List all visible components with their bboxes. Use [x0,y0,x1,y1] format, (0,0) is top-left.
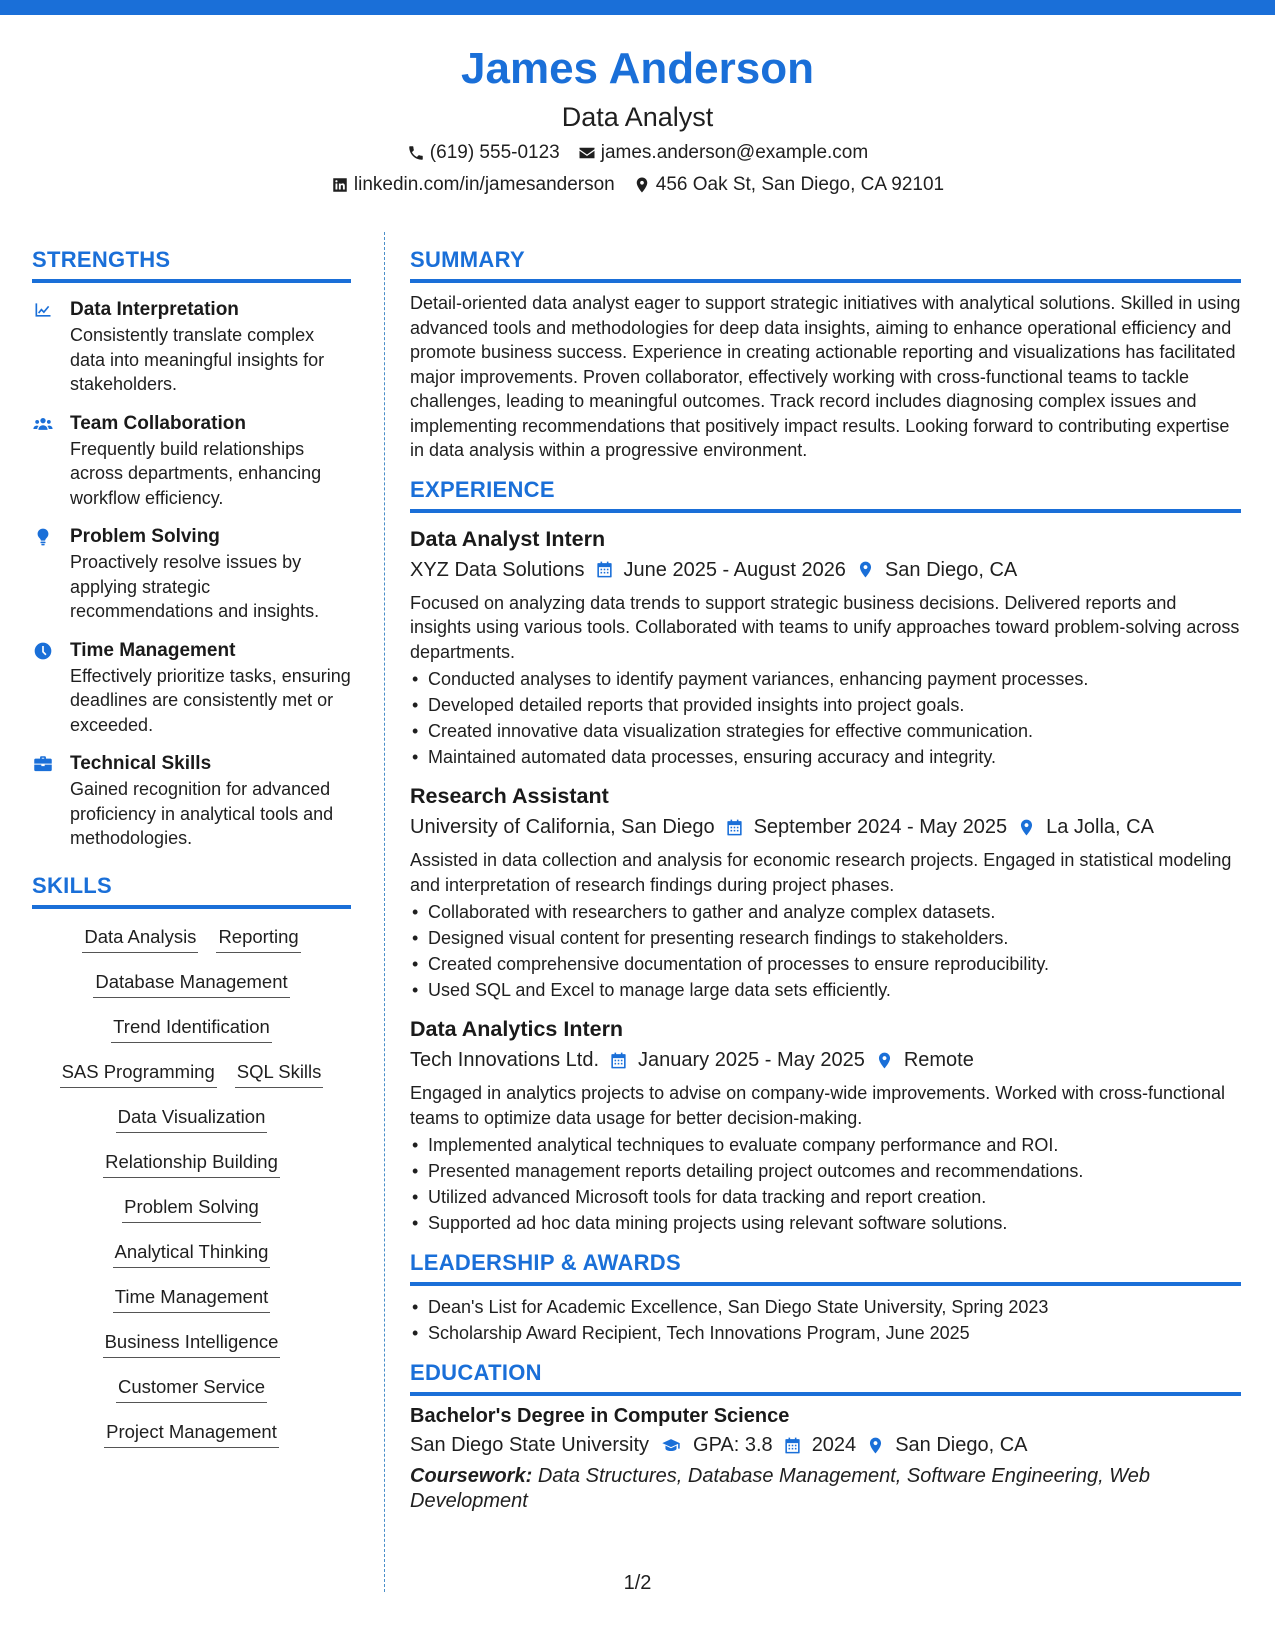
job-description: Assisted in data collection and analysis for economic research projects. Engaged in statistical modeling and interpretation of research findings during project phases. [410,850,1232,895]
job-bullets [410,899,1241,1003]
resume-header [0,38,1275,200]
skills-list [32,923,351,1463]
graduation-year: 2024 [811,1434,857,1456]
summary-text: Detail-oriented data analyst eager to support strategic initiatives with analytical solutions. Skilled in using advanced tools and methodologies for deep data insights, aiming to enhance operational efficiency and promote business success. Experience in creating actionable reporting and visualizations has facilitated major improvements. Proven collaborator, effectively working with cross-functional teams to tackle challenges, leading to meaningful outcomes. Track record includes diagnosing complex issues and implementing recommendations that positively impact results. Looking forward to contributing expertise in data analysis within a progressive environment. [410,293,1241,460]
linkedin-contact[interactable] [331,170,615,200]
coursework-label: Coursework: [410,1465,533,1487]
lightbulb-icon [32,527,54,547]
skill-row [32,1103,351,1148]
job-meta [410,1045,1241,1075]
award-item: • Dean's List for Academic Excellence, San Diego State University, Spring 2023 [410,1294,1241,1320]
job-company: University of California, San Diego [410,816,715,838]
strength-desc: Consistently translate complex data into meaningful insights for stakeholders. [70,325,325,394]
address-contact [633,170,944,200]
skill-tag: Problem Solving [122,1193,261,1223]
job-description: Focused on analyzing data trends to support strategic business decisions. Delivered reports and insights using various tools. Collaborated with teams to unify approaches toward problem-solving across departments. [410,592,1240,662]
email-contact[interactable] [578,138,868,168]
job-company: XYZ Data Solutions [410,558,585,581]
skill-row [32,1013,351,1058]
coursework-text: Data Structures, Database Management, Software Engineering, Web Development [410,1465,1150,1512]
left-column [32,245,351,1463]
skill-tag: SAS Programming [60,1058,217,1088]
degree-title: Bachelor's Degree in Computer Science [410,1405,790,1427]
strength-item [32,297,351,397]
strength-item [32,524,351,624]
skill-tag: Data Analysis [82,923,198,953]
strength-desc: Gained recognition for advanced proficiency in analytical tools and methodologies. [70,779,334,848]
strength-item [32,638,351,738]
education-location: San Diego, CA [895,1434,1028,1456]
map-pin-icon [1017,818,1036,837]
job-bullets [410,666,1241,770]
skill-tag: Business Intelligence [103,1328,281,1358]
skill-tag: Time Management [113,1283,271,1313]
skill-row [32,1148,351,1193]
calendar-icon [595,560,614,579]
skill-row [32,1238,351,1283]
graduation-cap-icon [659,1436,683,1455]
bullet-item: • Maintained automated data processes, ensuring accuracy and integrity. [410,744,1241,770]
job-meta [410,555,1241,585]
skill-tag: Customer Service [116,1373,267,1403]
award-item: • Scholarship Award Recipient, Tech Innovations Program, June 2025 [410,1320,1241,1346]
email-text[interactable]: james.anderson@example.com [600,142,869,163]
awards-heading: LEADERSHIP & AWARDS [410,1248,1241,1286]
skill-row [32,1328,351,1373]
bullet-item: • Created comprehensive documentation of processes to ensure reproducibility. [410,951,1241,977]
skill-tag: Database Management [93,968,289,998]
bullet-item: • Supported ad hoc data mining projects using relevant software solutions. [410,1210,1241,1236]
skill-row [32,923,351,968]
linkedin-icon [331,176,349,194]
phone-icon [407,144,425,162]
skill-tag: Analytical Thinking [113,1238,271,1268]
job-location: La Jolla, CA [1046,816,1154,838]
job-title: Data Analyst Intern [410,526,606,551]
skill-tag: Project Management [104,1418,279,1448]
job-title: Research Assistant [410,784,609,808]
contact-row-2 [0,170,1275,200]
right-column [410,245,1241,1514]
candidate-role: Data Analyst [561,102,714,132]
map-pin-icon [866,1436,885,1455]
bullet-item: • Presented management reports detailing project outcomes and recommendations. [410,1158,1241,1184]
column-divider [384,232,385,1592]
job-meta [410,812,1241,842]
chart-line-icon [32,300,54,320]
phone-contact [407,138,560,168]
top-accent-bar [0,0,1275,15]
job-bullets [410,1132,1241,1236]
calendar-icon [609,1051,628,1070]
bullet-item: • Conducted analyses to identify payment variances, enhancing payment processes. [410,666,1241,692]
strengths-heading: STRENGTHS [32,245,351,283]
map-pin-icon [633,176,651,194]
experience-heading: EXPERIENCE [410,475,1241,513]
map-pin-icon [875,1051,894,1070]
skills-heading: SKILLS [32,871,351,909]
skill-row [32,968,351,1013]
gpa-text: GPA: 3.8 [693,1434,773,1456]
job-company: Tech Innovations Ltd. [410,1049,600,1071]
strength-title: Team Collaboration [70,412,246,434]
job-description: Engaged in analytics projects to advise on company-wide improvements. Worked with cross-functional teams to optimize data usage for better decision-making. [410,1083,1226,1128]
job-entry [410,523,1241,771]
skill-tag: Relationship Building [103,1148,280,1178]
awards-list [410,1294,1241,1346]
linkedin-text[interactable]: linkedin.com/in/jamesanderson [353,174,615,195]
job-dates: September 2024 - May 2025 [753,816,1008,838]
job-location: Remote [903,1049,974,1071]
job-entry [410,1013,1241,1236]
calendar-icon [725,818,744,837]
skill-tag: Data Visualization [116,1103,268,1133]
skill-row [32,1418,351,1463]
map-pin-icon [856,560,875,579]
envelope-icon [578,144,596,162]
education-heading: EDUCATION [410,1358,1241,1396]
skill-row [32,1283,351,1328]
bullet-item: • Utilized advanced Microsoft tools for data tracking and report creation. [410,1184,1241,1210]
job-title: Data Analytics Intern [410,1017,624,1041]
skill-tag: SQL Skills [235,1058,324,1088]
users-icon [32,414,54,434]
bullet-item: • Created innovative data visualization strategies for effective communication. [410,718,1241,744]
strength-title: Time Management [70,639,236,661]
bullet-item: • Collaborated with researchers to gather and analyze complex datasets. [410,899,1241,925]
job-dates: January 2025 - May 2025 [638,1049,865,1071]
summary-heading: SUMMARY [410,245,1241,283]
skill-row [32,1193,351,1238]
strength-desc: Proactively resolve issues by applying strategic recommendations and insights. [70,552,320,621]
strength-item [32,751,351,851]
contact-row-1 [0,138,1275,168]
job-entry [410,780,1241,1003]
skill-row [32,1058,351,1103]
bullet-item: • Designed visual content for presenting research findings to stakeholders. [410,925,1241,951]
strength-title: Problem Solving [70,526,220,547]
job-dates: June 2025 - August 2026 [623,558,846,581]
coursework [410,1464,1241,1514]
clock-icon [32,641,54,661]
bullet-item: • Used SQL and Excel to manage large data sets efficiently. [410,977,1241,1003]
strength-desc: Frequently build relationships across departments, enhancing workflow efficiency. [70,438,322,508]
skill-tag: Reporting [216,923,300,953]
calendar-icon [783,1436,802,1455]
skill-tag: Trend Identification [111,1013,272,1043]
strength-desc: Effectively prioritize tasks, ensuring deadlines are consistently met or exceeded. [70,665,351,735]
job-location: San Diego, CA [884,558,1018,581]
bullet-item: • Implemented analytical techniques to evaluate company performance and ROI. [410,1132,1241,1158]
address-text: 456 Oak St, San Diego, CA 92101 [655,174,945,195]
skill-row [32,1373,351,1418]
candidate-name: James Anderson [461,44,814,93]
toolbox-icon [32,754,54,774]
education-meta [410,1430,1241,1460]
school-name: San Diego State University [410,1434,650,1456]
bullet-item: • Developed detailed reports that provided insights into project goals. [410,692,1241,718]
strength-title: Technical Skills [70,753,212,774]
strength-title: Data Interpretation [70,299,239,320]
page-number: 1/2 [623,1572,652,1594]
phone-text: (619) 555-0123 [429,142,560,163]
strength-item [32,411,351,511]
